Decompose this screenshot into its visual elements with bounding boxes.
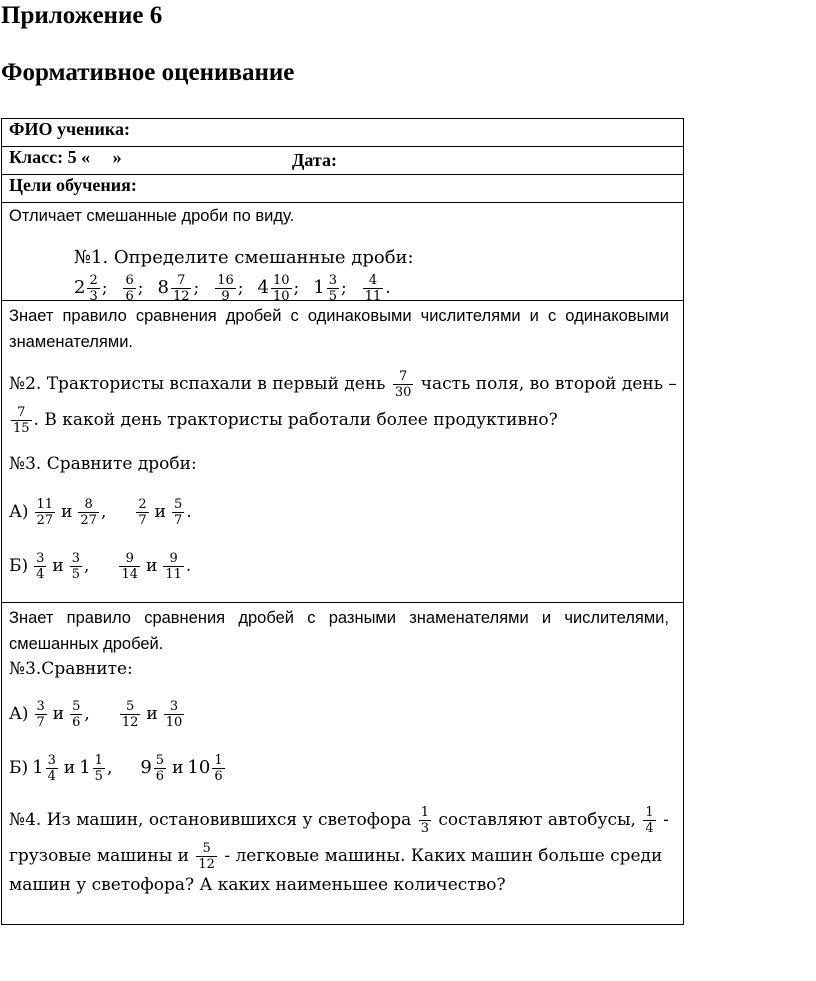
text: и bbox=[52, 556, 64, 576]
text: . bbox=[385, 278, 391, 298]
fraction bbox=[361, 273, 386, 304]
fraction bbox=[32, 551, 48, 582]
numerator: 1 bbox=[214, 753, 223, 768]
fraction bbox=[140, 753, 168, 784]
goal3-row-b bbox=[9, 753, 227, 784]
fraction bbox=[68, 699, 84, 730]
denominator: 14 bbox=[121, 567, 138, 582]
text: А) bbox=[9, 502, 29, 522]
denominator: 5 bbox=[328, 289, 337, 304]
goal2-text: Знает правило сравнения дробей с одинаковыми числителями и с одинаковыми знаменателями. bbox=[9, 307, 669, 351]
fraction bbox=[161, 551, 186, 582]
denominator: 27 bbox=[36, 513, 54, 528]
denominator: 6 bbox=[125, 289, 134, 304]
text: и bbox=[154, 502, 166, 522]
task3-title: №3. Сравните дроби: bbox=[9, 454, 197, 474]
denominator: 10 bbox=[272, 289, 290, 304]
fraction-1-3: $\frac{1}{3}$ bbox=[420, 805, 429, 836]
task3-row-a bbox=[9, 497, 192, 528]
numerator: 1 bbox=[94, 753, 103, 768]
fraction-whole: 8 bbox=[157, 277, 169, 298]
text: А) bbox=[9, 704, 29, 724]
goals-label: Цели обучения: bbox=[9, 175, 137, 195]
fraction bbox=[313, 273, 341, 304]
denominator: 5 bbox=[71, 567, 81, 582]
task3-row-b bbox=[9, 551, 191, 582]
fraction-5-12: $\frac{5}{12}$ bbox=[198, 841, 215, 872]
numerator: 7 bbox=[171, 273, 192, 289]
text: ; bbox=[193, 278, 200, 298]
fraction bbox=[79, 753, 107, 784]
task4-text-c: - bbox=[663, 810, 669, 830]
numerator: 2 bbox=[138, 497, 147, 512]
denominator: 4 bbox=[36, 567, 45, 582]
denominator: 12 bbox=[121, 715, 139, 730]
fraction bbox=[257, 273, 294, 304]
goal1-cell bbox=[2, 203, 684, 304]
denominator: 7 bbox=[138, 513, 147, 528]
numerator: 9 bbox=[163, 551, 184, 567]
numerator: 3 bbox=[328, 273, 337, 288]
fraction bbox=[121, 273, 137, 304]
assessment-table bbox=[1, 118, 684, 925]
denominator: 3 bbox=[89, 289, 98, 304]
class-date-row bbox=[2, 147, 684, 175]
text: , bbox=[84, 704, 90, 724]
fraction bbox=[170, 497, 186, 528]
text: , bbox=[100, 502, 107, 522]
denominator: 6 bbox=[155, 769, 165, 784]
text: ; bbox=[101, 278, 108, 298]
denominator: 4 bbox=[47, 769, 56, 784]
task4-line2 bbox=[9, 841, 662, 872]
fraction-whole: 1 bbox=[313, 277, 325, 298]
text: ; bbox=[237, 278, 244, 298]
student-name-row bbox=[2, 119, 684, 147]
fraction bbox=[117, 551, 142, 582]
text: , bbox=[106, 758, 113, 778]
fraction-7-15: $\frac{7}{15}$ bbox=[13, 405, 30, 436]
denominator: 12 bbox=[172, 289, 190, 304]
text: и bbox=[172, 758, 184, 778]
task4-text-b: составляют автобусы, bbox=[438, 810, 636, 830]
text: , bbox=[84, 556, 90, 576]
fraction bbox=[162, 699, 187, 730]
numerator: 5 bbox=[173, 497, 183, 512]
numerator: 9 bbox=[119, 551, 140, 567]
text: и bbox=[145, 556, 158, 576]
fraction bbox=[32, 753, 60, 784]
fraction bbox=[33, 699, 49, 730]
fraction bbox=[33, 497, 58, 528]
numerator: 3 bbox=[36, 699, 45, 714]
fraction bbox=[118, 699, 143, 730]
task2-line1 bbox=[9, 369, 677, 400]
section-title: Формативное оценивание bbox=[1, 59, 295, 86]
numerator: 8 bbox=[78, 497, 99, 513]
text: ; bbox=[340, 278, 347, 298]
goal3-text: Знает правило сравнения дробей с разными знаменателями и числителями, смешанных дробей. bbox=[9, 609, 669, 653]
denominator: 7 bbox=[173, 513, 183, 528]
task4-text-d: грузовые машины и bbox=[9, 846, 189, 866]
numerator: 10 bbox=[272, 273, 290, 288]
fraction bbox=[68, 551, 84, 582]
fraction-1-4: $\frac{1}{4}$ bbox=[645, 805, 654, 836]
task2-line2 bbox=[9, 405, 558, 436]
fraction bbox=[76, 497, 101, 528]
numerator: 4 bbox=[363, 273, 384, 289]
denominator: 5 bbox=[94, 769, 103, 784]
fraction-7-30: $\frac{7}{30}$ bbox=[394, 369, 412, 400]
text: ; bbox=[293, 278, 300, 298]
denominator: 10 bbox=[165, 715, 183, 730]
goal1-text: Отличает смешанные дроби по виду. bbox=[9, 207, 295, 225]
numerator: 5 bbox=[72, 699, 81, 714]
goal2-cell bbox=[2, 301, 684, 603]
text: и bbox=[146, 704, 158, 724]
text: Б) bbox=[9, 556, 29, 576]
denominator: 7 bbox=[36, 715, 45, 730]
text: и bbox=[63, 758, 76, 778]
fraction bbox=[74, 273, 102, 304]
text: . bbox=[186, 502, 192, 522]
task4-text-a: №4. Из машин, остановившихся у светофора bbox=[9, 810, 412, 830]
fraction-whole: 1 bbox=[32, 757, 44, 778]
task4-line1 bbox=[9, 805, 669, 836]
fraction bbox=[157, 273, 193, 304]
fraction-whole: 4 bbox=[257, 277, 269, 298]
denominator: 11 bbox=[364, 289, 382, 304]
task1-title: №1. Определите смешанные дроби: bbox=[74, 247, 414, 268]
numerator: 3 bbox=[36, 551, 45, 566]
student-name-label: ФИО ученика: bbox=[9, 119, 130, 139]
denominator: 11 bbox=[165, 567, 182, 582]
text: ; bbox=[137, 278, 144, 298]
fraction bbox=[213, 273, 238, 304]
goal3-cell bbox=[2, 603, 684, 925]
task4-line3: машин у светофора? А каких наименьшее количество? bbox=[9, 875, 506, 895]
fraction bbox=[187, 753, 226, 784]
text: Б) bbox=[9, 758, 29, 778]
denominator: 6 bbox=[72, 715, 81, 730]
text: и bbox=[61, 502, 73, 522]
appendix-title: Приложение 6 bbox=[1, 2, 163, 29]
numerator: 6 bbox=[125, 273, 134, 288]
fraction-whole: 9 bbox=[140, 757, 152, 778]
fraction bbox=[134, 497, 150, 528]
denominator: 6 bbox=[214, 769, 223, 784]
numerator: 3 bbox=[71, 551, 81, 566]
numerator: 16 bbox=[217, 273, 234, 288]
task2-text-b: часть поля, во второй день – bbox=[420, 374, 677, 394]
numerator: 3 bbox=[47, 753, 56, 768]
text: и bbox=[52, 704, 65, 724]
goals-row bbox=[2, 175, 684, 203]
denominator: 9 bbox=[221, 289, 230, 304]
task4-text-e: - легковые машины. Каких машин больше среди bbox=[224, 846, 663, 866]
fraction-whole: 1 bbox=[79, 757, 91, 778]
date-label: Дата: bbox=[292, 150, 337, 170]
task1-fractions bbox=[74, 273, 391, 304]
goal3-task3-title: №3.Сравните: bbox=[9, 659, 133, 679]
class-label: Класс: 5 « » bbox=[9, 147, 122, 167]
task2-text-c: . В какой день трактористы работали более продуктивно? bbox=[33, 410, 558, 430]
numerator: 11 bbox=[36, 497, 54, 512]
fraction-whole: 2 bbox=[74, 277, 86, 298]
numerator: 5 bbox=[120, 699, 141, 715]
numerator: 5 bbox=[155, 753, 165, 768]
goal3-row-a bbox=[9, 699, 186, 730]
text: . bbox=[185, 556, 192, 576]
numerator: 2 bbox=[89, 273, 98, 288]
task2-text-a: №2. Трактористы вспахали в первый день bbox=[9, 374, 386, 394]
numerator: 3 bbox=[164, 699, 185, 715]
fraction-whole: 10 bbox=[187, 757, 211, 778]
denominator: 27 bbox=[80, 513, 97, 528]
